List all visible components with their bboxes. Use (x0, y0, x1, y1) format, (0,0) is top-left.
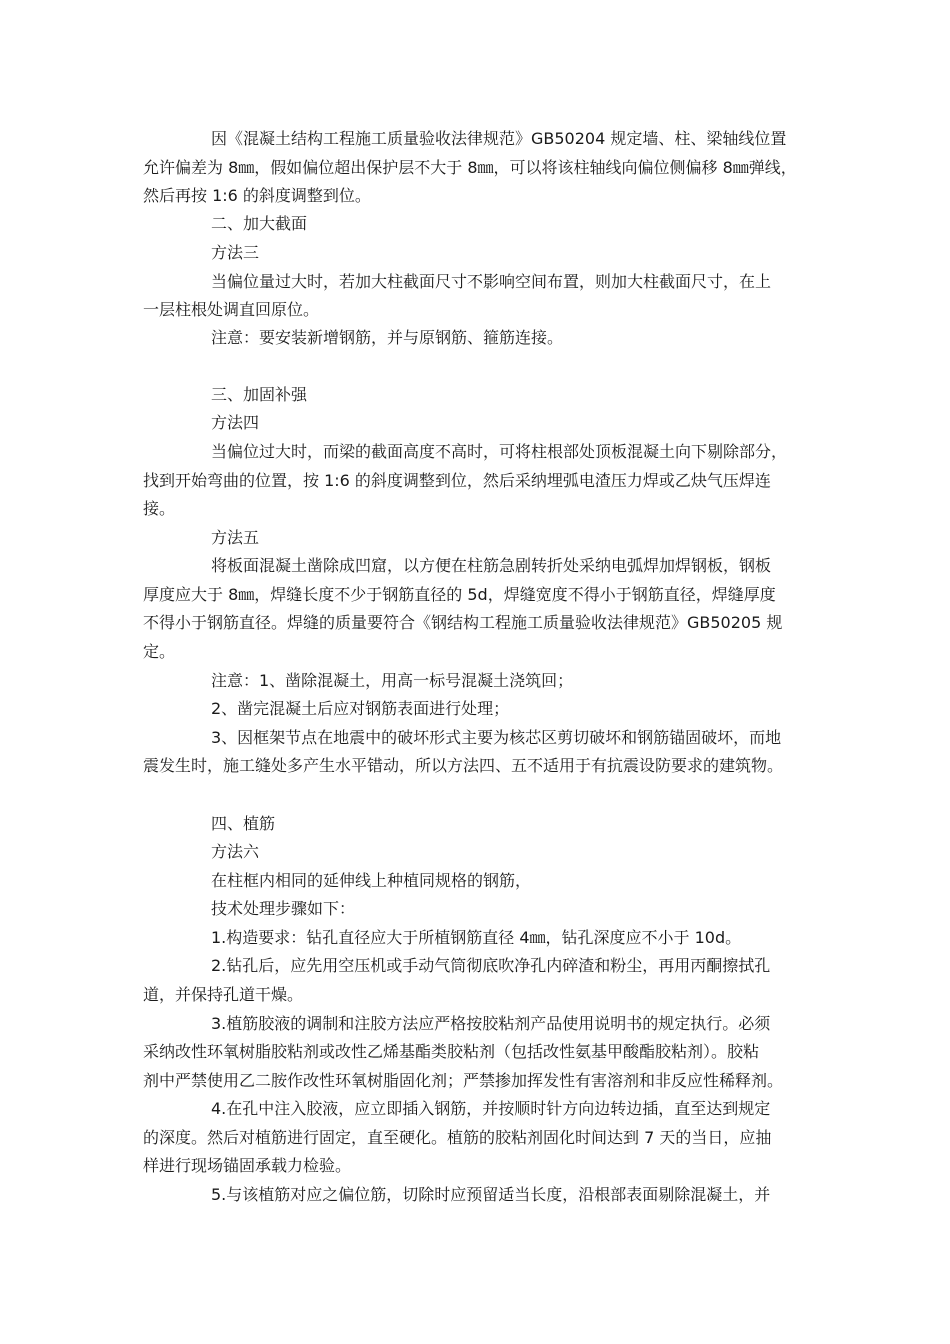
note-line: 3、因框架节点在地震中的破坏形式主要为核芯区剪切破坏和钢筋锚固破坏，而地 (211, 728, 782, 747)
paragraph-line: 然后再按 1:6 的斜度调整到位。 (143, 186, 371, 205)
paragraph-line: 不得小于钢筋直径。焊缝的质量要符合《钢结构工程施工质量验收法律规范》GB50205 规 (143, 613, 783, 632)
paragraph-line: 样进行现场锚固承载力检验。 (143, 1156, 352, 1175)
paragraph-line: 厚度应大于 8㎜，焊缝长度不少于钢筋直径的 5d，焊缝宽度不得小于钢筋直径，焊缝厚度 (143, 585, 776, 604)
paragraph-line: 找到开始弯曲的位置，按 1:6 的斜度调整到位，然后采纳埋弧电渣压力焊或乙炔气压焊连 (143, 471, 771, 490)
step-line: 2.钻孔后，应先用空压机或手动气筒彻底吹净孔内碎渣和粉尘，再用丙酮擦拭孔 (211, 956, 771, 975)
section-heading: 四、植筋 (211, 814, 276, 833)
paragraph-line: 道，并保持孔道干燥。 (143, 985, 304, 1004)
step-line: 1.构造要求：钻孔直径应大于所植钢筋直径 4㎜，钻孔深度应不小于 10d。 (211, 928, 742, 947)
step-line: 3.植筋胶液的调制和注胶方法应严格按胶粘剂产品使用说明书的规定执行。必须 (211, 1014, 771, 1033)
step-line: 4.在孔中注入胶液，应立即插入钢筋，并按顺时针方向边转边插，直至达到规定 (211, 1099, 771, 1118)
paragraph-line: 接。 (143, 499, 176, 518)
method-heading: 方法五 (211, 528, 260, 547)
paragraph-line: 的深度。然后对植筋进行固定，直至硬化。植筋的胶粘剂固化时间达到 7 天的当日，应抽 (143, 1128, 772, 1147)
paragraph-line: 当偏位过大时，而梁的截面高度不高时，可将柱根部处顶板混凝土向下剔除部分， (211, 442, 788, 461)
note-line: 注意：要安装新增钢筋，并与原钢筋、箍筋连接。 (211, 328, 564, 347)
paragraph-line: 一层柱根处调直回原位。 (143, 300, 320, 319)
paragraph-line: 在柱框内相同的延伸线上种植同规格的钢筋， (211, 871, 532, 890)
method-heading: 方法四 (211, 413, 260, 432)
paragraph-line: 震发生时，施工缝处多产生水平错动，所以方法四、五不适用于有抗震设防要求的建筑物。 (143, 756, 784, 775)
paragraph-line: 剂中严禁使用乙二胺作改性环氧树脂固化剂；严禁掺加挥发性有害溶剂和非反应性稀释剂。 (143, 1071, 784, 1090)
paragraph-line: 技术处理步骤如下： (211, 899, 356, 918)
paragraph-line: 因《混凝土结构工程施工质量验收法律规范》GB50204 规定墙、柱、梁轴线位置 (211, 129, 787, 148)
section-heading: 三、加固补强 (211, 385, 308, 404)
paragraph-line: 允许偏差为 8㎜，假如偏位超出保护层不大于 8㎜，可以将该柱轴线向偏位侧偏移 8㎜弹线， (143, 158, 797, 177)
note-line: 2、凿完混凝土后应对钢筋表面进行处理； (211, 699, 510, 718)
method-heading: 方法三 (211, 243, 260, 262)
section-heading: 二、加大截面 (211, 214, 308, 233)
note-line: 注意：1、凿除混凝土，用高一标号混凝土浇筑回； (211, 671, 574, 690)
method-heading: 方法六 (211, 842, 260, 861)
paragraph-line: 将板面混凝土凿除成凹窟，以方便在柱筋急剧转折处采纳电弧焊加焊钢板，钢板 (211, 556, 772, 575)
paragraph-line: 当偏位量过大时，若加大柱截面尺寸不影响空间布置，则加大柱截面尺寸，在上 (211, 272, 772, 291)
paragraph-line: 采纳改性环氧树脂胶粘剂或改性乙烯基酯类胶粘剂（包括改性氨基甲酸酯胶粘剂）。胶粘 (143, 1042, 760, 1061)
step-line: 5.与该植筋对应之偏位筋，切除时应预留适当长度，沿根部表面剔除混凝土，并 (211, 1185, 771, 1204)
paragraph-line: 定。 (143, 642, 176, 661)
